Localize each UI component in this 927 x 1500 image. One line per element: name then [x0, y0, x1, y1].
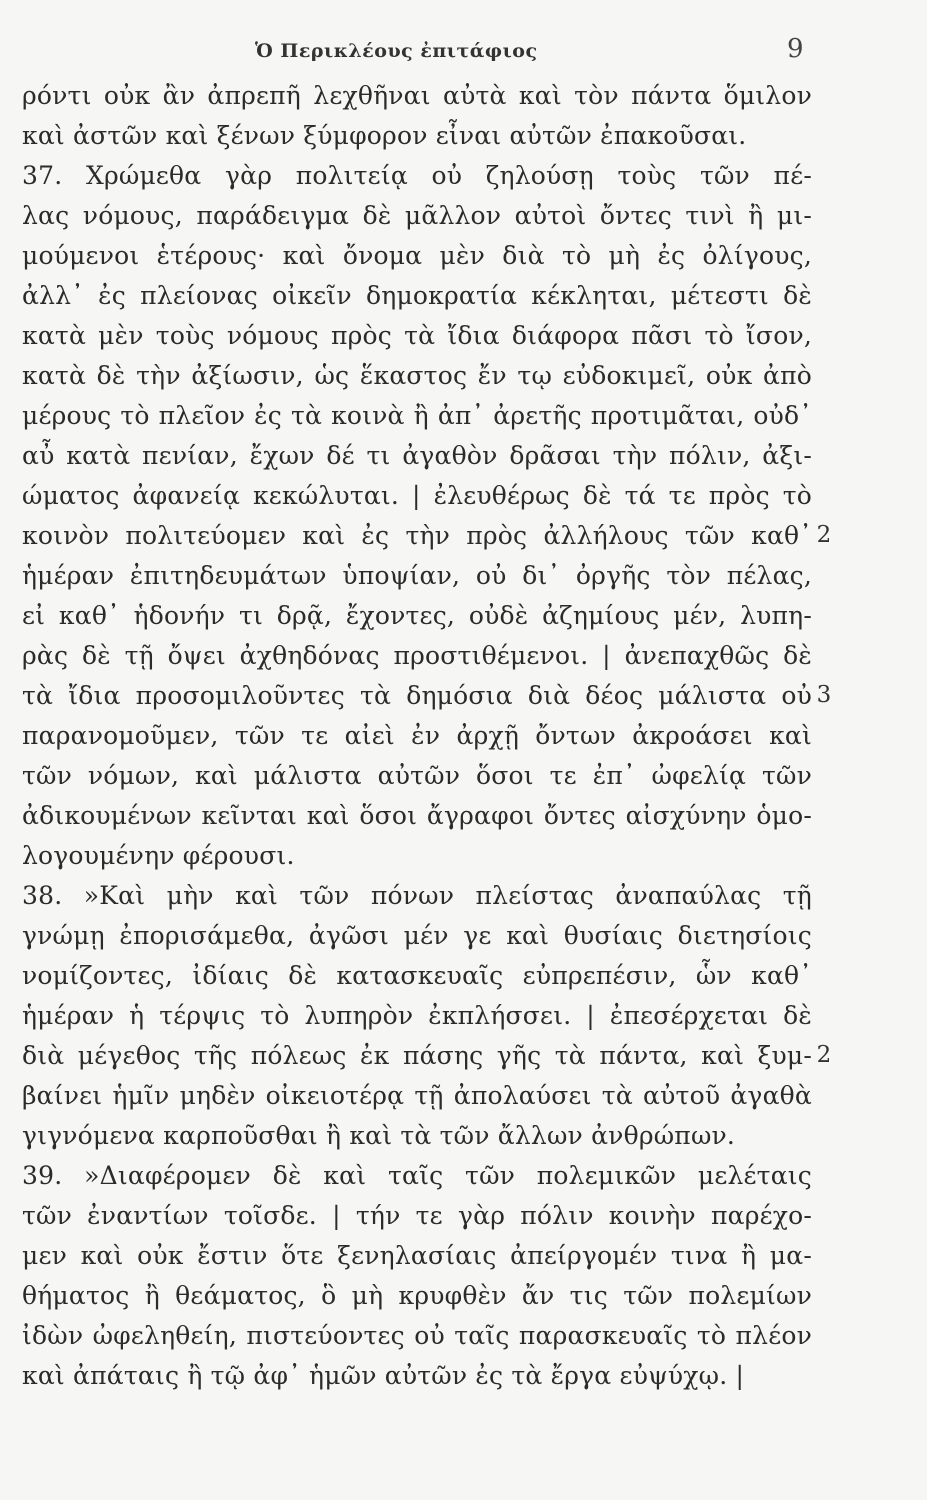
- margin-section-number: 2: [816, 1042, 832, 1068]
- text-line: κατὰ δὲ τὴν ἀξίωσιν, ὡς ἕκαστος ἔν τῳ εὐδοκιμεῖ, οὐκ ἀπὸ: [22, 361, 812, 390]
- text-line: βαίνει ἡμῖν μηδὲν οἰκειοτέρᾳ τῇ ἀπολαύσει τὰ αὐτοῦ ἀγαθὰ: [22, 1081, 812, 1110]
- body-text: [22, 76, 812, 1396]
- text-line: καὶ ἀστῶν καὶ ξένων ξύμφορον εἶναι αὐτῶν ἐπακοῦσαι.: [22, 121, 747, 150]
- text-line: ἀδικουμένων κεῖνται καὶ ὅσοι ἄγραφοι ὄντες αἰσχύνην ὁμο-: [22, 801, 812, 830]
- text-line: θήματος ἢ θεάματος, ὃ μὴ κρυφθὲν ἄν τις τῶν πολεμίων: [22, 1281, 812, 1310]
- page-number: 9: [787, 34, 804, 64]
- text-line: 38. »Καὶ μὴν καὶ τῶν πόνων πλείστας ἀναπαύλας τῇ: [22, 881, 812, 910]
- text-line: διὰ μέγεθος τῆς πόλεως ἐκ πάσης γῆς τὰ πάντα, καὶ ξυμ-: [22, 1041, 812, 1070]
- running-title: Ὁ Περικλέους ἐπιτάφιος: [255, 40, 538, 62]
- text-line: κατὰ μὲν τοὺς νόμους πρὸς τὰ ἴδια διάφορα πᾶσι τὸ ἴσον,: [22, 321, 812, 350]
- text-line: 39. »Διαφέρομεν δὲ καὶ ταῖς τῶν πολεμικῶν μελέταις: [22, 1161, 812, 1190]
- text-line: αὖ κατὰ πενίαν, ἔχων δέ τι ἀγαθὸν δρᾶσαι τὴν πόλιν, ἀξι-: [22, 441, 812, 470]
- text-line: 37. Χρώμεθα γὰρ πολιτείᾳ οὐ ζηλούσῃ τοὺς τῶν πέ-: [22, 161, 812, 190]
- text-line: μούμενοι ἑτέρους· καὶ ὄνομα μὲν διὰ τὸ μὴ ἐς ὀλίγους,: [22, 241, 812, 270]
- text-line: τῶν νόμων, καὶ μάλιστα αὐτῶν ὅσοι τε ἐπ᾽ ὠφελίᾳ τῶν: [22, 761, 812, 790]
- text-line: ἀλλ᾽ ἐς πλείονας οἰκεῖν δημοκρατία κέκληται, μέτεστι δὲ: [22, 281, 812, 310]
- text-line: γιγνόμενα καρποῦσθαι ἢ καὶ τὰ τῶν ἄλλων ἀνθρώπων.: [22, 1121, 736, 1150]
- text-line: ώματος ἀφανείᾳ κεκώλυται. | ἐλευθέρως δὲ τά τε πρὸς τὸ: [22, 481, 812, 510]
- text-line: ἡμέραν ἡ τέρψις τὸ λυπηρὸν ἐκπλήσσει. | ἐπεσέρχεται δὲ: [22, 1001, 812, 1030]
- text-line: κοινὸν πολιτεύομεν καὶ ἐς τὴν πρὸς ἀλλήλους τῶν καθ᾽: [22, 521, 812, 550]
- running-head: [0, 34, 927, 74]
- text-line: μέρους τὸ πλεῖον ἐς τὰ κοινὰ ἢ ἀπ᾽ ἀρετῆς προτιμᾶται, οὐδ᾽: [22, 401, 812, 430]
- text-line: μεν καὶ οὐκ ἔστιν ὅτε ξενηλασίαις ἀπείργομέν τινα ἢ μα-: [22, 1241, 812, 1270]
- text-line: καὶ ἀπάταις ἢ τῷ ἀφ᾽ ἡμῶν αὐτῶν ἐς τὰ ἔργα εὐψύχῳ. |: [22, 1361, 745, 1390]
- margin-section-number: 2: [816, 522, 832, 548]
- margin-section-number: 3: [816, 682, 832, 708]
- text-line: ἰδὼν ὠφεληθείη, πιστεύοντες οὐ ταῖς παρασκευαῖς τὸ πλέον: [22, 1321, 812, 1350]
- text-line: νομίζοντες, ἰδίαις δὲ κατασκευαῖς εὐπρεπέσιν, ὧν καθ᾽: [22, 961, 812, 990]
- text-line: ἡμέραν ἐπιτηδευμάτων ὑποψίαν, οὐ δι᾽ ὀργῆς τὸν πέλας,: [22, 561, 812, 590]
- text-line: λας νόμους, παράδειγμα δὲ μᾶλλον αὐτοὶ ὄντες τινὶ ἢ μι-: [22, 201, 812, 230]
- text-line: εἰ καθ᾽ ἡδονήν τι δρᾷ, ἔχοντες, οὐδὲ ἀζημίους μέν, λυπη-: [22, 601, 812, 630]
- text-line: παρανομοῦμεν, τῶν τε αἰεὶ ἐν ἀρχῇ ὄντων ἀκροάσει καὶ: [22, 721, 812, 750]
- text-line: τῶν ἐναντίων τοῖσδε. | τήν τε γὰρ πόλιν κοινὴν παρέχο-: [22, 1201, 812, 1230]
- text-line: λογουμένην φέρουσι.: [22, 841, 295, 870]
- text-line: τὰ ἴδια προσομιλοῦντες τὰ δημόσια διὰ δέος μάλιστα οὐ: [22, 681, 812, 710]
- text-line: ρὰς δὲ τῇ ὄψει ἀχθηδόνας προστιθέμενοι. | ἀνεπαχθῶς δὲ: [22, 641, 812, 670]
- text-line: γνώμῃ ἐπορισάμεθα, ἀγῶσι μέν γε καὶ θυσίαις διετησίοις: [22, 921, 812, 950]
- text-line: ρόντι οὐκ ἂν ἀπρεπῆ λεχθῆναι αὐτὰ καὶ τὸν πάντα ὅμιλον: [22, 81, 812, 110]
